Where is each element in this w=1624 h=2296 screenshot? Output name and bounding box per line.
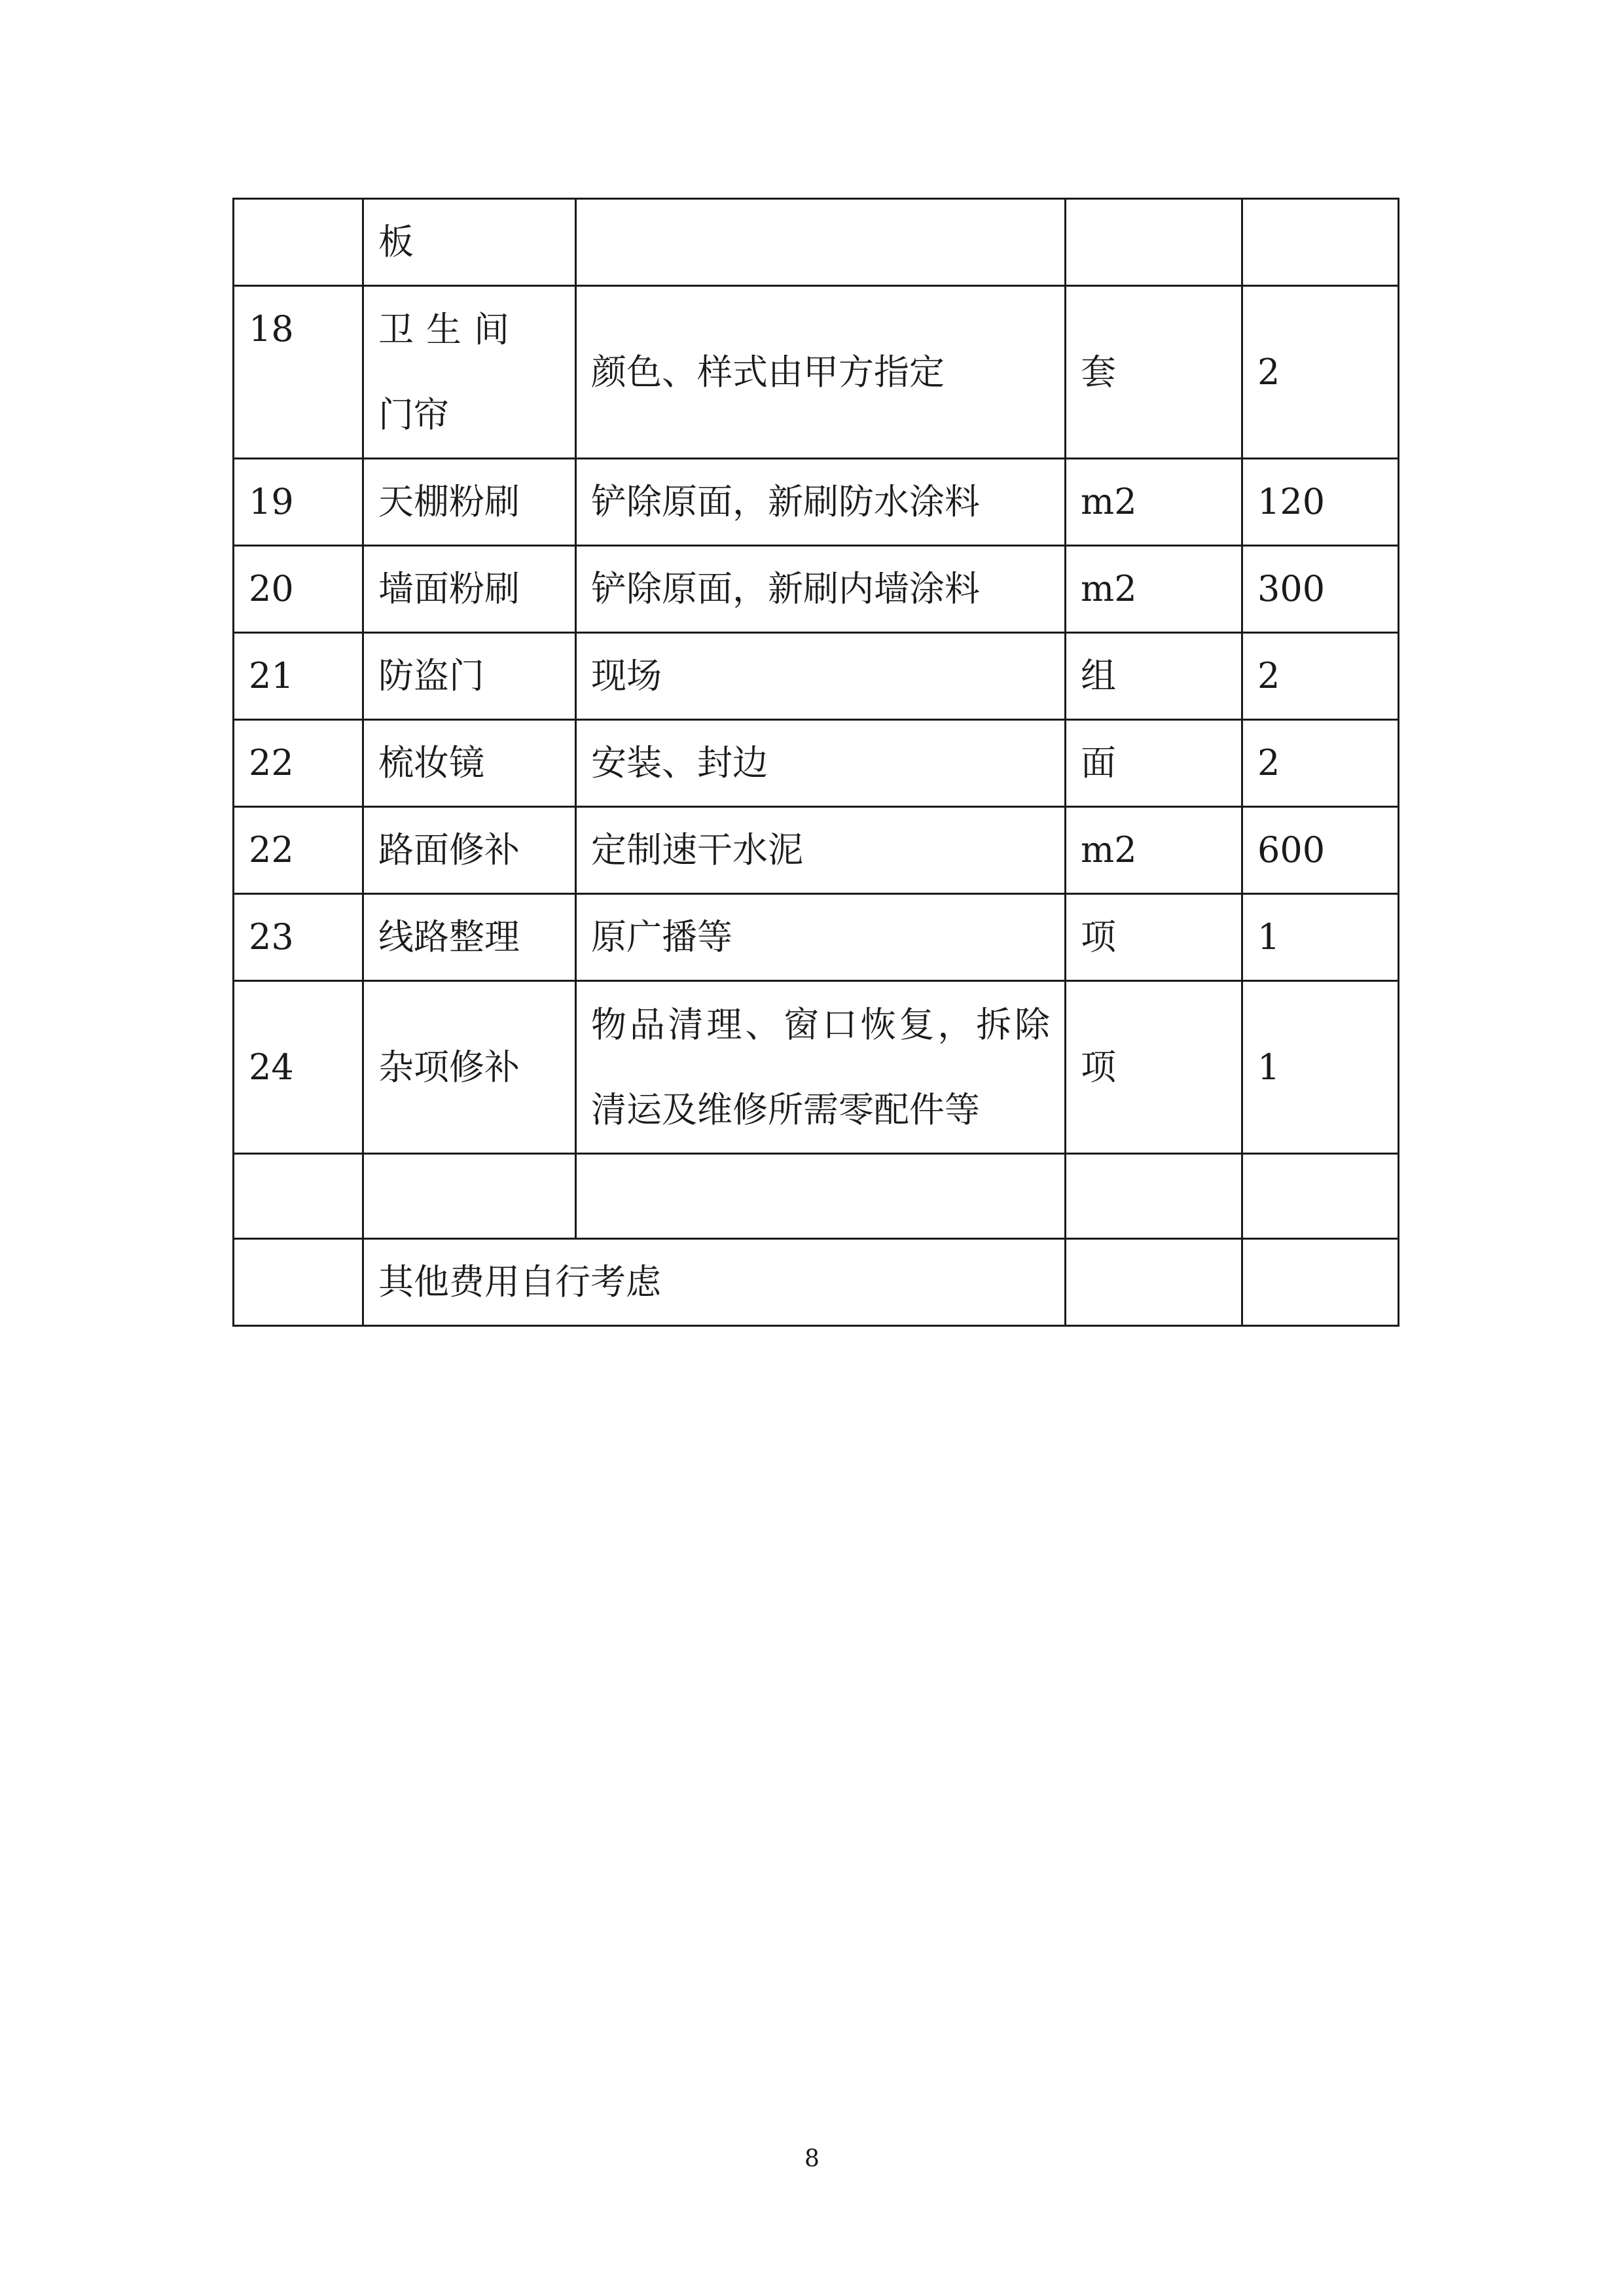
item-description: 铲除原面，新刷内墙涂料 bbox=[576, 546, 1066, 633]
item-quantity: 120 bbox=[1242, 459, 1399, 546]
table-row bbox=[234, 894, 1399, 981]
row-number: 19 bbox=[234, 459, 363, 546]
item-description: 原广播等 bbox=[576, 894, 1066, 981]
item-description: 颜色、样式由甲方指定 bbox=[576, 286, 1066, 459]
item-unit: m2 bbox=[1066, 807, 1242, 894]
item-unit: m2 bbox=[1066, 546, 1242, 633]
row-number bbox=[234, 1239, 363, 1326]
item-description: 物品清理、窗口恢复，拆除清运及维修所需零配件等 bbox=[576, 981, 1066, 1154]
table-row bbox=[234, 720, 1399, 807]
item-name: 板 bbox=[363, 199, 576, 286]
item-description bbox=[576, 199, 1066, 286]
item-quantity: 1 bbox=[1242, 894, 1399, 981]
item-name: 线路整理 bbox=[363, 894, 576, 981]
table-row bbox=[234, 199, 1399, 286]
row-number: 20 bbox=[234, 546, 363, 633]
item-quantity: 2 bbox=[1242, 720, 1399, 807]
row-number bbox=[234, 199, 363, 286]
item-quantity bbox=[1242, 1239, 1399, 1326]
item-quantity: 2 bbox=[1242, 633, 1399, 720]
row-number: 23 bbox=[234, 894, 363, 981]
row-number: 22 bbox=[234, 807, 363, 894]
item-name: 墙面粉刷 bbox=[363, 546, 576, 633]
item-unit bbox=[1066, 1239, 1242, 1326]
item-quantity: 600 bbox=[1242, 807, 1399, 894]
table-footer-row bbox=[234, 1239, 1399, 1326]
item-quantity bbox=[1242, 1154, 1399, 1239]
item-quantity: 1 bbox=[1242, 981, 1399, 1154]
row-number: 22 bbox=[234, 720, 363, 807]
item-name: 天棚粉刷 bbox=[363, 459, 576, 546]
item-name bbox=[363, 1154, 576, 1239]
item-name: 路面修补 bbox=[363, 807, 576, 894]
table-row bbox=[234, 459, 1399, 546]
item-quantity: 300 bbox=[1242, 546, 1399, 633]
item-unit: 项 bbox=[1066, 894, 1242, 981]
table-row bbox=[234, 1154, 1399, 1239]
item-unit bbox=[1066, 199, 1242, 286]
item-unit: 组 bbox=[1066, 633, 1242, 720]
table-row bbox=[234, 807, 1399, 894]
item-unit: 面 bbox=[1066, 720, 1242, 807]
item-table bbox=[232, 198, 1399, 1327]
item-quantity bbox=[1242, 199, 1399, 286]
row-number: 21 bbox=[234, 633, 363, 720]
footer-note: 其他费用自行考虑 bbox=[363, 1239, 1066, 1326]
item-name: 梳妆镜 bbox=[363, 720, 576, 807]
table-row bbox=[234, 633, 1399, 720]
item-name: 卫生间门帘 bbox=[363, 286, 576, 459]
row-number: 18 bbox=[234, 286, 363, 459]
item-description: 定制速干水泥 bbox=[576, 807, 1066, 894]
item-unit: 项 bbox=[1066, 981, 1242, 1154]
table-row bbox=[234, 546, 1399, 633]
page-number: 8 bbox=[804, 2145, 820, 2172]
item-unit: 套 bbox=[1066, 286, 1242, 459]
item-description: 现场 bbox=[576, 633, 1066, 720]
item-quantity: 2 bbox=[1242, 286, 1399, 459]
item-unit: m2 bbox=[1066, 459, 1242, 546]
item-name: 杂项修补 bbox=[363, 981, 576, 1154]
row-number: 24 bbox=[234, 981, 363, 1154]
item-description: 安装、封边 bbox=[576, 720, 1066, 807]
table-row bbox=[234, 981, 1399, 1154]
item-description: 铲除原面，新刷防水涂料 bbox=[576, 459, 1066, 546]
item-unit bbox=[1066, 1154, 1242, 1239]
item-description bbox=[576, 1154, 1066, 1239]
row-number bbox=[234, 1154, 363, 1239]
table-row bbox=[234, 286, 1399, 459]
item-name: 防盗门 bbox=[363, 633, 576, 720]
